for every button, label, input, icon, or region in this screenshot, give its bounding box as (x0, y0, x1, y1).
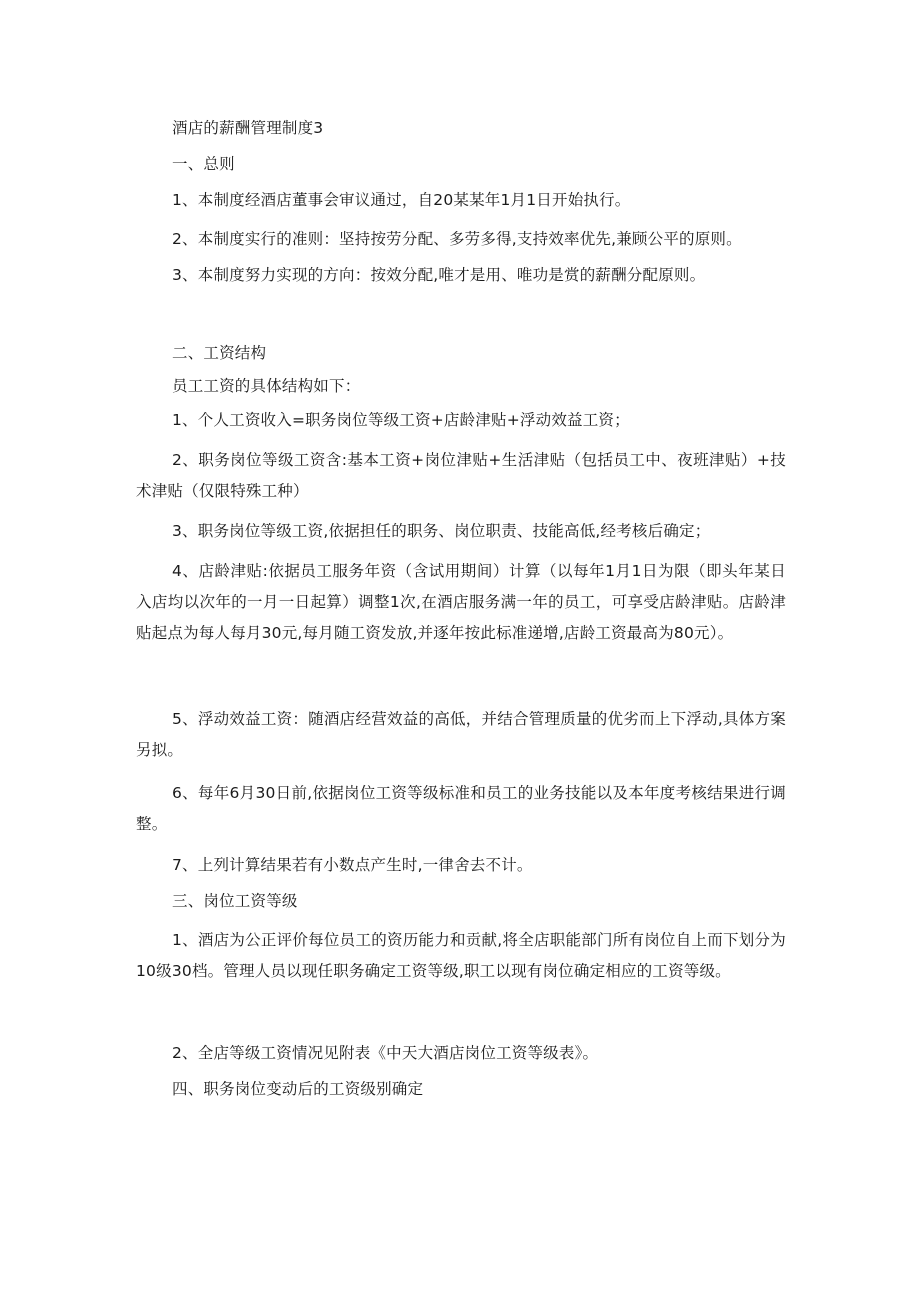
structure-item-2: 2、职务岗位等级工资含:基本工资+岗位津贴+生活津贴（包括员工中、夜班津贴）+技术津贴（仅限特殊工种） (136, 451, 786, 500)
general-item-2: 2、本制度实行的准则：坚持按劳分配、多劳多得,支持效率优先,兼顾公平的原则。 (172, 230, 742, 248)
structure-intro: 员工工资的具体结构如下： (172, 377, 361, 395)
grades-item-1: 1、酒店为公正评价每位员工的资历能力和贡献,将全店职能部门所有岗位自上而下划分为10级30档。管理人员以现任职务确定工资等级,职工以现有岗位确定相应的工资等级。 (136, 931, 786, 980)
structure-item-3: 3、职务岗位等级工资,依据担任的职务、岗位职责、技能高低,经考核后确定； (172, 522, 711, 540)
structure-item-1: 1、个人工资收入=职务岗位等级工资+店龄津贴+浮动效益工资； (172, 411, 630, 429)
section-heading-structure: 二、工资结构 (172, 344, 267, 362)
structure-item-6: 6、每年6月30日前,依据岗位工资等级标准和员工的业务技能以及本年度考核结果进行调整。 (136, 784, 786, 833)
structure-item-4: 4、店龄津贴:依据员工服务年资（含试用期间）计算（以每年1月1日为限（即头年某日入店均以次年的一月一日起算）调整1次,在酒店服务满一年的员工，可享受店龄津贴。店龄津贴起点为每人每月30元,每月随工资发放,并逐年按此标准递增,店龄工资最高为80元）。 (136, 562, 786, 642)
grades-item-2: 2、全店等级工资情况见附表《中天大酒店岗位工资等级表》。 (172, 1044, 599, 1062)
structure-item-5: 5、浮动效益工资：随酒店经营效益的高低，并结合管理质量的优劣而上下浮动,具体方案另拟。 (136, 710, 786, 759)
section-heading-change: 四、职务岗位变动后的工资级别确定 (172, 1080, 424, 1098)
general-item-3: 3、本制度努力实现的方向：按效分配,唯才是用、唯功是赏的薪酬分配原则。 (172, 266, 706, 284)
document-title: 酒店的薪酬管理制度3 (172, 119, 324, 137)
general-item-1: 1、本制度经酒店董事会审议通过，自20某某年1月1日开始执行。 (172, 191, 631, 209)
structure-item-7: 7、上列计算结果若有小数点产生时,一律舍去不计。 (172, 856, 533, 874)
section-heading-general: 一、总则 (172, 155, 235, 173)
section-heading-grades: 三、岗位工资等级 (172, 892, 298, 910)
